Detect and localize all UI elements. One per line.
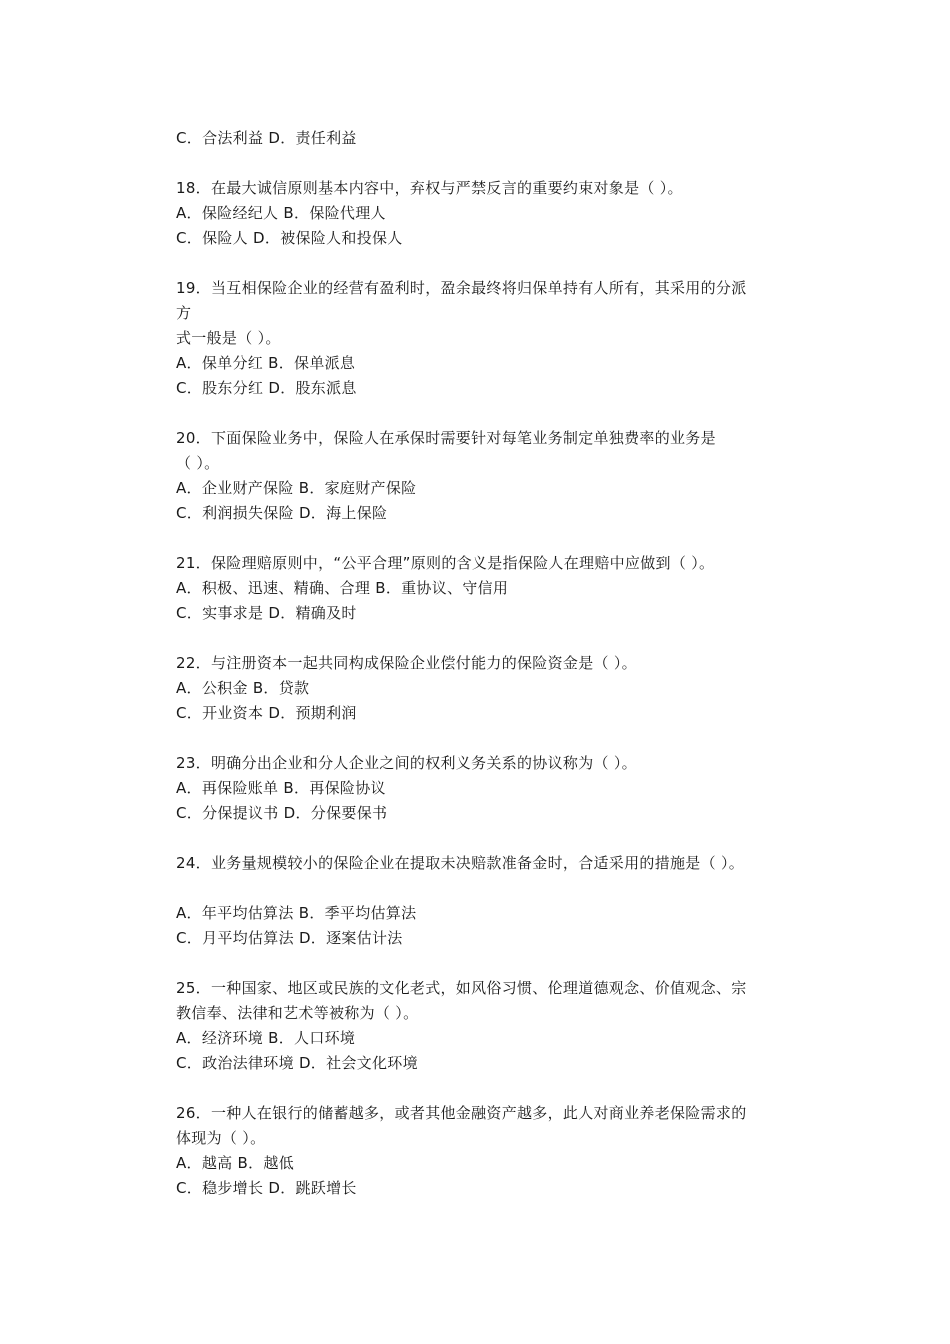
- question-24: 24．业务量规模较小的保险企业在提取未决赔款准备金时，合适采用的措施是（ ）。: [176, 854, 745, 872]
- option-line: A．再保险账单 B．再保险协议: [176, 779, 386, 797]
- question-26: 26．一种人在银行的储蓄越多，或者其他金融资产越多，此人对商业养老保险需求的: [176, 1104, 747, 1122]
- option-line: A．越高 B．越低: [176, 1154, 295, 1172]
- question-21: 21．保险理赔原则中，“公平合理”原则的含义是指保险人在理赔中应做到（ ）。: [176, 554, 715, 572]
- option-line: C．开业资本 D．预期利润: [176, 704, 357, 722]
- question-19-continued: 方: [176, 304, 192, 322]
- option-line: A．公积金 B．贷款: [176, 679, 310, 697]
- option-line: C．政治法律环境 D．社会文化环境: [176, 1054, 418, 1072]
- question-22: 22．与注册资本一起共同构成保险企业偿付能力的保险资金是（ ）。: [176, 654, 637, 672]
- blank-line: [176, 526, 826, 551]
- option-line: A．积极、迅速、精确、合理 B．重协议、守信用: [176, 579, 509, 597]
- question-19-continued: 式一般是（ ）。: [176, 329, 281, 347]
- question-19: 19．当互相保险企业的经营有盈利时，盈余最终将归保单持有人所有，其采用的分派: [176, 279, 747, 297]
- option-line: A．经济环境 B．人口环境: [176, 1029, 356, 1047]
- option-line: C．稳步增长 D．跳跃增长: [176, 1179, 357, 1197]
- question-25-continued: 教信奉、法律和艺术等被称为（ ）。: [176, 1004, 419, 1022]
- option-line: C．保险人 D．被保险人和投保人: [176, 229, 403, 247]
- question-18: 18．在最大诚信原则基本内容中，弃权与严禁反言的重要约束对象是（ ）。: [176, 179, 683, 197]
- exam-question-list: [176, 126, 826, 1201]
- question-25: 25．一种国家、地区或民族的文化老式，如风俗习惯、伦理道德观念、价值观念、宗: [176, 979, 747, 997]
- question-23: 23．明确分出企业和分人企业之间的权利义务关系的协议称为（ ）。: [176, 754, 637, 772]
- blank-line: [176, 826, 826, 851]
- blank-line: [176, 626, 826, 651]
- option-line: C．利润损失保险 D．海上保险: [176, 504, 388, 522]
- question-20-continued: （ ）。: [176, 454, 220, 472]
- blank-line: [176, 726, 826, 751]
- blank-line: [176, 876, 826, 901]
- option-line: A．保险经纪人 B．保险代理人: [176, 204, 386, 222]
- blank-line: [176, 251, 826, 276]
- question-26-continued: 体现为（ ）。: [176, 1129, 266, 1147]
- option-line: C．月平均估算法 D．逐案估计法: [176, 929, 403, 947]
- option-line: C．分保提议书 D．分保要保书: [176, 804, 388, 822]
- blank-line: [176, 401, 826, 426]
- blank-line: [176, 151, 826, 176]
- option-line: A．企业财产保险 B．家庭财产保险: [176, 479, 417, 497]
- question-20: 20．下面保险业务中，保险人在承保时需要针对每笔业务制定单独费率的业务是: [176, 429, 716, 447]
- option-line: C．股东分红 D．股东派息: [176, 379, 357, 397]
- blank-line: [176, 951, 826, 976]
- option-line: C．实事求是 D．精确及时: [176, 604, 357, 622]
- option-line: A．保单分红 B．保单派息: [176, 354, 356, 372]
- option-line: C．合法利益 D．责任利益: [176, 129, 357, 147]
- blank-line: [176, 1076, 826, 1101]
- option-line: A．年平均估算法 B．季平均估算法: [176, 904, 417, 922]
